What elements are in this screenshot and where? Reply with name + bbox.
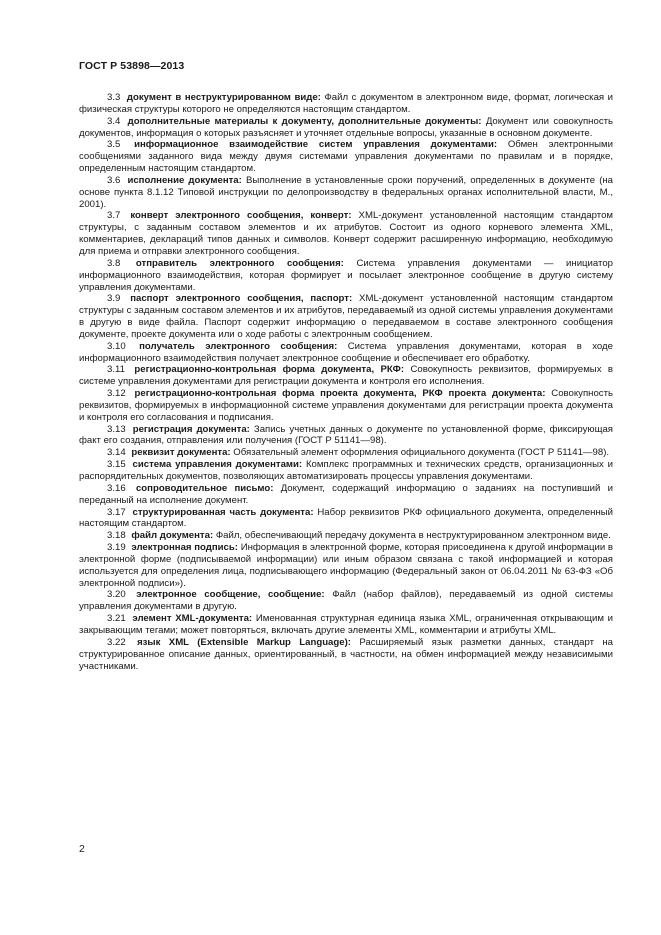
definition-term: информационное взаимодействие систем управления документами: bbox=[134, 139, 498, 151]
definition-item bbox=[79, 341, 613, 365]
definition-number: 3.8 bbox=[107, 257, 121, 269]
definition-number: 3.13 bbox=[107, 423, 126, 435]
definition-item bbox=[79, 364, 613, 388]
definition-term: регистрационно-контрольная форма проекта документа, РКФ проекта документа: bbox=[134, 388, 546, 400]
definition-term: регистрация документа: bbox=[132, 423, 250, 435]
definition-term: получатель электронного сообщения: bbox=[139, 340, 338, 352]
definition-item bbox=[79, 175, 613, 211]
definition-number: 3.9 bbox=[107, 293, 121, 305]
definition-text: Файл, обеспечивающий передачу документа в неструктурированном электронном виде. bbox=[215, 530, 611, 542]
definition-number: 3.7 bbox=[107, 210, 121, 222]
definition-term: документ в неструктурированном виде: bbox=[126, 92, 321, 103]
definition-item bbox=[79, 92, 613, 116]
definition-number: 3.18 bbox=[107, 530, 126, 542]
definition-item bbox=[79, 210, 613, 257]
definition-number: 3.4 bbox=[107, 115, 121, 127]
definition-number: 3.22 bbox=[107, 636, 126, 648]
definition-item bbox=[79, 637, 613, 673]
definition-item bbox=[79, 483, 613, 507]
definition-text: XML-документ установленной настоящим стандартом структуры с заданным составом элементов и их атрибутов, передаваемый из одной системы управления документами в другую в виде файла. Паспорт содержит информацию о передаваемом в составе электронного сообщения документе, проекте документа или о ходе работы с электронным сообщением. bbox=[79, 293, 613, 340]
definition-text: Именованная структурная единица языка XML, ограниченная открывающим и закрывающим тегами; может повторяться, включать другие элементы XML, комментарии и атрибуты XML. bbox=[79, 613, 613, 636]
definition-term: структурированная часть документа: bbox=[132, 506, 314, 518]
definition-number: 3.15 bbox=[107, 459, 126, 471]
definition-term: файл документа: bbox=[131, 530, 214, 542]
definition-text: Выполнение в установленные сроки поручений, определенных в документе (на основе пункта 8.1.12 Типовой инструкции по делопроизводству в федеральных органах исполнительной власти, М., 2001). bbox=[79, 174, 614, 210]
definition-term: регистрационно-контрольная форма документа, РКФ: bbox=[134, 364, 405, 376]
definition-number: 3.17 bbox=[107, 506, 126, 518]
definition-term: язык XML (Extensible Markup Language): bbox=[137, 636, 351, 648]
definition-text: Совокупность реквизитов, формируемых в системе управления документами для регистрации документа и контроля его исполнения. bbox=[79, 364, 614, 388]
definition-term: элемент XML-документа: bbox=[132, 613, 253, 625]
definition-text: Файл (набор файлов), передаваемый из одной системы управления документами в другую. bbox=[79, 589, 613, 613]
definition-term: конверт электронного сообщения, конверт: bbox=[130, 210, 352, 222]
definition-text: XML-документ установленной настоящим стандартом структуры, с заданным составом элементов и их атрибутов. Состоит из одного корневого элемента XML, комментариев, деклараций типов данных и символов. Конверт содержит расширенную информацию, необходимую для приема и отправки электронного сообщения. bbox=[79, 210, 614, 257]
definition-item bbox=[79, 542, 613, 589]
definition-item bbox=[79, 116, 613, 140]
definition-text: Файл с документом в электронном виде, формат, логическая и физическая структуры которого не определяются настоящим стандартом. bbox=[79, 92, 614, 115]
definition-item bbox=[79, 459, 613, 483]
definition-term: дополнительные материалы к документу, дополнительные документы: bbox=[127, 115, 482, 127]
definition-item bbox=[79, 388, 613, 424]
definitions-list bbox=[79, 92, 613, 672]
definition-term: система управления документами: bbox=[132, 459, 303, 471]
definition-item bbox=[79, 293, 613, 340]
definition-text: Система управления документами — инициатор информационного взаимодействия, которая формирует и посылает электронное сообщение в другую систему управления документами. bbox=[79, 257, 613, 293]
definition-item bbox=[79, 139, 613, 175]
definition-term: реквизит документа: bbox=[131, 447, 231, 459]
definition-text: Обмен электронными сообщениями заданного вида между двумя системами управления документами по правилам и в порядке, определенным настоящим стандартом. bbox=[79, 139, 614, 175]
definition-text: Документ или совокупность документов, информация о которых разъясняет и уточняет отдельные вопросы, указанные в основном документе. bbox=[79, 115, 614, 139]
definition-text: Совокупность реквизитов, формируемых в информационной системе управления документами для регистрации проекта документа и контроля его согласования и подписания. bbox=[79, 388, 613, 423]
definition-term: паспорт электронного сообщения, паспорт: bbox=[130, 293, 353, 305]
page-number: 2 bbox=[79, 843, 85, 855]
definition-term: отправитель электронного сообщения: bbox=[135, 257, 344, 269]
definition-term: электронная подпись: bbox=[131, 542, 238, 554]
definition-item bbox=[79, 424, 613, 448]
definition-number: 3.19 bbox=[107, 542, 126, 554]
definition-number: 3.6 bbox=[107, 174, 121, 186]
definition-item bbox=[79, 613, 613, 637]
definition-text: Система управления документами, которая в ходе информационного взаимодействия получает электронное сообщение и обеспечивает его обработку. bbox=[79, 340, 613, 364]
definition-text: Запись учетных данных о документе по установленной форме, фиксирующая факт его создания, отправления или получения (ГОСТ Р 51141—98). bbox=[79, 423, 613, 447]
definition-term: сопроводительное письмо: bbox=[135, 482, 274, 494]
definition-number: 3.3 bbox=[107, 92, 121, 103]
definition-number: 3.10 bbox=[107, 340, 126, 352]
definition-text: Расширяемый язык разметки данных, стандарт на структурированное описание данных, ориентированный, в частности, на обмен информацией между независимыми участниками. bbox=[79, 636, 613, 672]
definition-text: Информация в электронной форме, которая присоединена к другой информации в электронной форме (подписываемой информации) или иным образом связана с такой информацией и которая используется для определения лица, подписывающего информацию (Федеральный закон от 06.04.2011 № 63-ФЗ «Об электронной подписи»). bbox=[79, 542, 614, 589]
definition-item bbox=[79, 447, 613, 459]
definition-term: электронное сообщение, сообщение: bbox=[136, 589, 325, 601]
definition-number: 3.16 bbox=[107, 482, 126, 494]
definition-item bbox=[79, 258, 613, 294]
definition-item bbox=[79, 589, 613, 613]
definition-number: 3.5 bbox=[107, 139, 121, 151]
definition-term: исполнение документа: bbox=[127, 174, 242, 186]
definition-number: 3.21 bbox=[107, 613, 126, 625]
definition-text: Комплекс программных и технических средств, организационных и распорядительных документов, позволяющих автоматизировать процессы управления документами. bbox=[79, 459, 613, 482]
definition-number: 3.14 bbox=[107, 447, 126, 459]
definition-number: 3.20 bbox=[107, 589, 126, 601]
definition-number: 3.12 bbox=[107, 388, 126, 400]
definition-text: Обязательный элемент оформления официального документа (ГОСТ Р 51141—98). bbox=[233, 447, 610, 459]
definition-item bbox=[79, 507, 613, 531]
definition-text: Набор реквизитов РКФ официального документа, определенный настоящим стандартом. bbox=[79, 506, 614, 530]
definition-item bbox=[79, 530, 613, 542]
definition-number: 3.11 bbox=[107, 364, 125, 376]
definition-text: Документ, содержащий информацию о заданиях на поступивший и переданный на исполнение документ. bbox=[79, 482, 613, 506]
page-header-standard: ГОСТ Р 53898—2013 bbox=[79, 60, 185, 72]
